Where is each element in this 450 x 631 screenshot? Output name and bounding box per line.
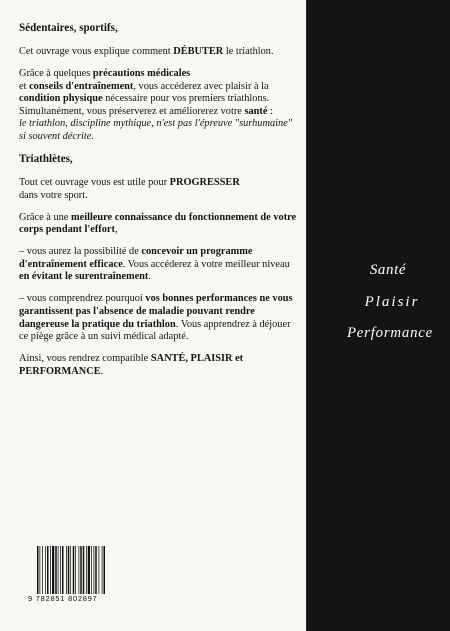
emphasis-debuter: DÉBUTER [173, 46, 224, 58]
emphasis-condition: condition physique [19, 93, 103, 105]
text-run: – vous aurez la possibilité de [19, 246, 142, 258]
emphasis-programme: concevoir un programme d'entraînement efficace [19, 246, 253, 270]
motto-performance: Performance [346, 325, 434, 341]
paragraph-programme [19, 246, 301, 284]
text-run: – vous comprendrez pourquoi [19, 293, 146, 305]
motto-sante: Santé [369, 262, 407, 278]
paragraph-debuter [19, 46, 301, 59]
barcode-bar [37, 546, 39, 594]
barcode-bar [45, 546, 46, 594]
text-run: : [267, 105, 273, 117]
barcode-bar [70, 546, 71, 594]
text-run: . Vous apprendrez à déjouer ce piège grâce à un suivi médical adapté. [19, 318, 291, 343]
barcode-bar [83, 546, 85, 594]
isbn-digits: 9 782851 802897 [28, 594, 98, 603]
italic-quote: le triathlon, discipline mythique, n'est pas l'épreuve "surhumaine" si souvent décrite. [19, 118, 293, 143]
emphasis-sante-plaisir-performance: SANTÉ, PLAISIR et PERFORMANCE [19, 353, 244, 377]
barcode-bar [79, 546, 80, 594]
text-run: Ainsi, vous rendrez compatible [19, 353, 151, 365]
barcode [36, 546, 118, 594]
barcode-bar [73, 546, 75, 594]
text-run: Tout cet ouvrage vous est utile pour [19, 177, 170, 189]
text-run: . Vous accéderez à votre meilleur niveau [122, 258, 290, 270]
section-heading-sedentaires: Sédentaires, sportifs, [19, 22, 118, 34]
paragraph-progresser [19, 177, 301, 202]
barcode-bar [91, 546, 92, 594]
emphasis-conseils: conseils d'entraînement [29, 80, 134, 92]
barcode-bar [47, 546, 49, 594]
paragraph-performances [19, 293, 301, 343]
text-run: le triathlon. [223, 46, 274, 58]
text-run: et [19, 80, 30, 92]
text-run: Cet ouvrage vous explique comment [19, 46, 174, 58]
text-run: , vous accéderez avec plaisir à la [133, 80, 269, 92]
text-run: Grâce à quelques [19, 68, 93, 80]
text-run: dans votre sport. [19, 189, 88, 201]
text-run: . [100, 365, 104, 377]
barcode-bar [88, 546, 90, 594]
barcode-bar [50, 546, 51, 594]
emphasis-precautions: précautions médicales [92, 68, 191, 80]
emphasis-progresser: PROGRESSER [169, 177, 240, 189]
emphasis-surentrainement: en évitant le surentraînement [19, 271, 149, 283]
barcode-bar [75, 546, 76, 594]
barcode-bar [102, 546, 103, 594]
barcode-bar [99, 546, 100, 594]
back-cover-text [19, 22, 301, 388]
barcode-bar [40, 546, 41, 594]
paragraph-precautions [19, 68, 301, 144]
text-run: nécessaire pour vos premiers triathlons. Simultanément, vous préserverez et améliorerez votre [19, 93, 270, 117]
barcode-bar [66, 546, 67, 594]
text-run: , [114, 224, 118, 236]
emphasis-sante: santé [244, 105, 268, 117]
barcode-bar [52, 546, 54, 594]
emphasis-connaissance: meilleure connaissance du fonctionnement de votre corps pendant l'effort [19, 211, 297, 236]
paragraph-compatible [19, 353, 301, 378]
barcode-bar [42, 546, 43, 594]
barcode-bar [60, 546, 61, 594]
section-heading-triathletes: Triathlètes, [19, 153, 73, 166]
text-run: . [148, 271, 151, 283]
emphasis-performances: vos bonnes performances ne vous garantissent pas l'absence de maladie pouvant rendre dangereuse la pratique du triathlon [19, 293, 293, 330]
motto-plaisir: Plaisir [364, 294, 420, 310]
barcode-bar [58, 546, 59, 594]
barcode-bar [94, 546, 95, 594]
barcode-bar [86, 546, 87, 594]
paragraph-connaissance [19, 212, 301, 237]
barcode-bar [55, 546, 57, 594]
barcode-bar [95, 546, 97, 594]
barcode-bar [80, 546, 82, 594]
barcode-bar [62, 546, 64, 594]
barcode-bar [104, 546, 106, 594]
barcode-bar [68, 546, 70, 594]
black-side-panel [306, 0, 450, 631]
text-run: Grâce à une [19, 211, 71, 223]
